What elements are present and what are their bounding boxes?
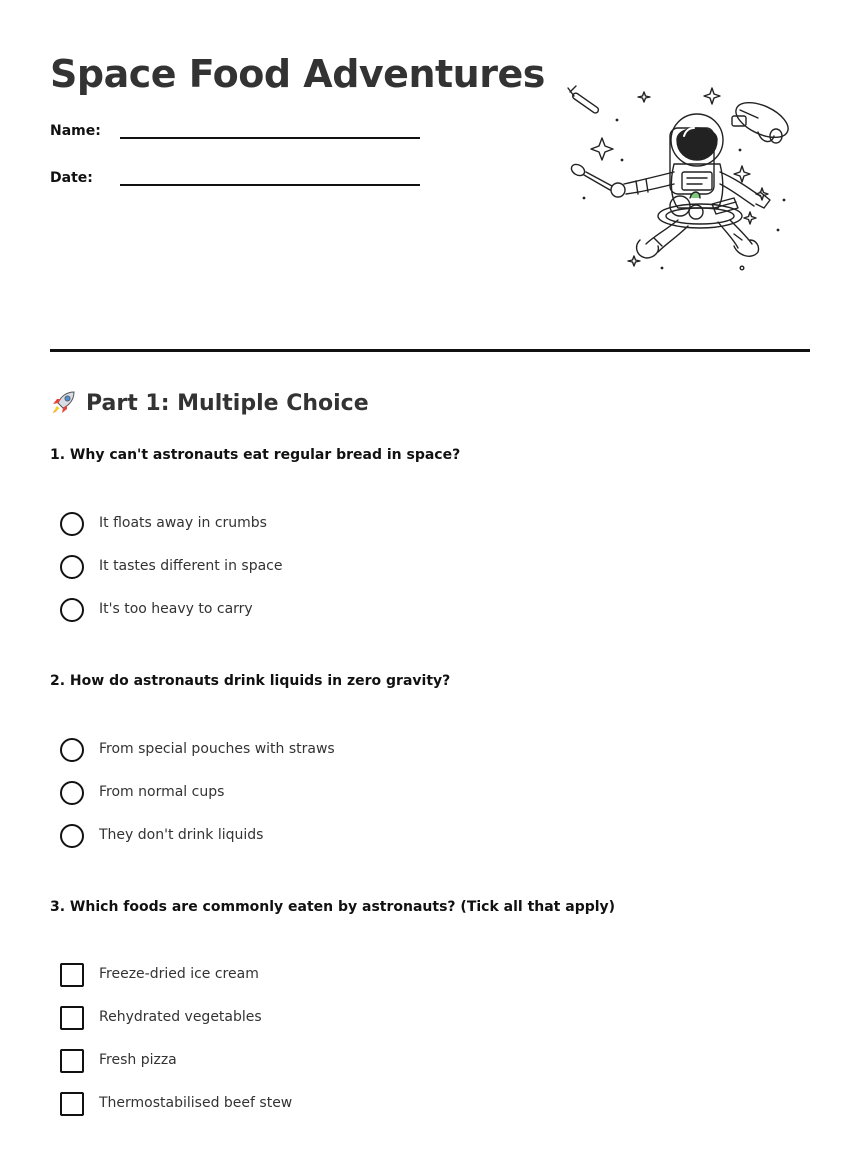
question-2: 2. How do astronauts drink liquids in zero gravity? xyxy=(50,673,451,689)
question-3: 3. Which foods are commonly eaten by astronauts? (Tick all that apply) xyxy=(50,899,616,915)
checkbox[interactable] xyxy=(60,963,84,987)
q3-option-2[interactable] xyxy=(60,1005,560,1031)
part1-title-text: Part 1: Multiple Choice xyxy=(86,391,369,416)
name-line[interactable] xyxy=(120,137,420,139)
q3-option-1[interactable] xyxy=(60,962,560,988)
radio-button[interactable] xyxy=(60,824,84,848)
checkbox[interactable] xyxy=(60,1006,84,1030)
option-label: From normal cups xyxy=(99,784,225,800)
checkbox[interactable] xyxy=(60,1092,84,1116)
q3-option-4[interactable] xyxy=(60,1091,560,1117)
worksheet-header xyxy=(50,0,810,353)
header-divider xyxy=(50,349,810,352)
fork-icon xyxy=(568,86,600,114)
option-label: It tastes different in space xyxy=(99,558,283,574)
option-label: Freeze-dried ice cream xyxy=(99,966,259,982)
q2-option-1[interactable] xyxy=(60,737,560,763)
worksheet-title: Space Food Adventures xyxy=(50,52,545,96)
q1-option-1[interactable] xyxy=(60,511,560,537)
part1-title xyxy=(50,388,369,420)
astronaut-eating-illustration xyxy=(562,80,792,275)
q2-option-3[interactable] xyxy=(60,823,560,849)
date-label: Date: xyxy=(50,170,93,186)
option-label: Thermostabilised beef stew xyxy=(99,1095,293,1111)
rocket-icon xyxy=(50,388,78,416)
date-line[interactable] xyxy=(120,184,420,186)
name-label: Name: xyxy=(50,123,101,139)
option-label: It floats away in crumbs xyxy=(99,515,267,531)
q1-option-2[interactable] xyxy=(60,554,560,580)
date-field[interactable] xyxy=(50,169,430,199)
radio-button[interactable] xyxy=(60,555,84,579)
name-field[interactable] xyxy=(50,122,430,152)
option-label: Fresh pizza xyxy=(99,1052,177,1068)
option-label: Rehydrated vegetables xyxy=(99,1009,262,1025)
astronaut-icon xyxy=(611,114,770,258)
question-1: 1. Why can't astronauts eat regular bread in space? xyxy=(50,447,461,463)
checkbox[interactable] xyxy=(60,1049,84,1073)
radio-button[interactable] xyxy=(60,738,84,762)
option-label: From special pouches with straws xyxy=(99,741,335,757)
space-capsule-icon xyxy=(731,95,792,144)
option-label: They don't drink liquids xyxy=(99,827,264,843)
option-label: It's too heavy to carry xyxy=(99,601,253,617)
radio-button[interactable] xyxy=(60,781,84,805)
radio-button[interactable] xyxy=(60,512,84,536)
q1-option-3[interactable] xyxy=(60,597,560,623)
radio-button[interactable] xyxy=(60,598,84,622)
q3-option-3[interactable] xyxy=(60,1048,560,1074)
spoon-icon xyxy=(569,162,612,190)
q2-option-2[interactable] xyxy=(60,780,560,806)
